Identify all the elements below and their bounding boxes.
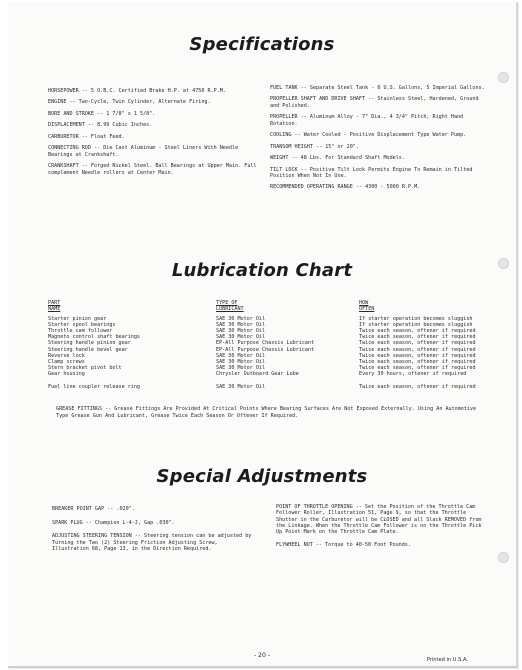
- spec-right-column: [270, 85, 490, 196]
- spec-item: RECOMMENDED OPERATING RANGE -- 4300 - 5000 R.P.M.: [270, 184, 421, 191]
- spec-item: CONNECTING ROD -- Die Cast Aluminum - Steel Liners With Needle Bearings at Crankshaft.: [48, 145, 239, 158]
- spec-item: TRANSOM HEIGHT -- 15" or 20".: [270, 143, 359, 150]
- special-adjustments-heading: Special Adjustments: [156, 466, 368, 487]
- row-lubricant: SAE 30 Motor Oil: [216, 322, 266, 329]
- row-lubricant: EP-All Purpose Chassis Lubricant: [216, 346, 315, 353]
- column-header-how-often: HOW OFTEN: [359, 300, 375, 313]
- spec-item: PROPELLER SHAFT AND DRIVE SHAFT -- Stainless Steel, Hardened, Ground and Polished.: [270, 96, 479, 109]
- row-part-name: Throttle cam follower: [48, 328, 113, 335]
- spec-item: WEIGHT -- 48 Lbs. For Standard Shaft Models.: [270, 155, 405, 162]
- printed-in-label: Printed in U.S.A.: [426, 657, 468, 663]
- row-part-name: Steering handle pinion gear: [48, 340, 131, 347]
- page-number: - 20 -: [253, 652, 271, 659]
- adjustment-item: BREAKER POINT GAP -- .020".: [52, 506, 135, 512]
- spec-item: HORSEPOWER -- 5 O.B.C. Certified Brake H.P. at 4750 R.P.M.: [48, 88, 226, 94]
- row-lubricant: SAE 30 Motor Oil: [216, 328, 266, 335]
- spec-item: COOLING -- Water Cooled - Positive Displacement Type Water Pump.: [270, 132, 467, 139]
- row-how-often: Every 30 hours, oftener if required: [359, 370, 467, 377]
- row-how-often: Twice each season, oftener if required: [359, 334, 476, 341]
- adjustments-right-column: [276, 504, 490, 555]
- row-how-often: If starter operation becomes sluggish: [359, 316, 473, 322]
- binder-hole: [498, 72, 509, 83]
- row-part-name: Fuel line coupler release ring: [48, 383, 141, 390]
- row-lubricant: SAE 30 Motor Oil: [216, 334, 266, 341]
- adjustment-item: POINT OF THROTTLE OPENING -- Set the Position of the Throttle Cam Follower Roller, Illustration 51, Page 9, so that the Throttle Shutter in the Carburetor will be CLOSED and all Slack REMOVED from the Linkage. When the Throttle Cam Follower is on the Throttle Pick Up Point Mark on the Throttle Cam Plate.: [276, 504, 482, 536]
- row-how-often: Twice each season, oftener if required: [359, 358, 476, 365]
- spec-item: ENGINE -- Two-Cycle, Twin Cylinder, Alternate Firing.: [48, 99, 211, 106]
- adjustment-item: ADJUSTING STEERING TENSION -- Steering tension can be adjusted by Turning the Two (2) Steering Friction Adjusting Screw, Illustration 68, Page 13, in the Direction Required.: [52, 533, 252, 552]
- row-lubricant: SAE 30 Motor Oil: [216, 364, 266, 371]
- row-lubricant: SAE 30 Motor Oil: [216, 352, 266, 359]
- lubrication-heading: Lubrication Chart: [171, 260, 353, 281]
- adjustment-item: FLYWHEEL NUT -- Torque to 40-50 Foot Pounds.: [276, 541, 411, 548]
- row-how-often: Twice each season, oftener if required: [359, 364, 476, 371]
- row-lubricant: Chrysler Outboard Gear Lube: [216, 370, 299, 377]
- column-header-lubricant: TYPE OF LUBRICANT: [216, 300, 244, 313]
- manual-page: [8, 2, 518, 668]
- adjustment-item: SPARK PLUG -- Champion L-4-J, Gap .030".: [52, 519, 175, 526]
- spec-item: PROPELLER -- Aluminum Alloy - 7" Dia., 4 3/4" Pitch, Right Hand Rotation.: [270, 114, 464, 127]
- specifications-heading: Specifications: [189, 34, 335, 55]
- row-how-often: If starter operation becomes sluggish: [359, 322, 473, 329]
- row-part-name: Starter spool bearings: [48, 322, 116, 329]
- row-part-name: Steering handle bevel gear: [48, 346, 128, 353]
- grease-fittings-note: GREASE FITTINGS -- Grease Fittings Are Provided At Critical Points Where Bearing Surfaces Are Not Exposed Externally. Using An Automotive Type Grease Gun And Lubricant, Grease Twice Each Season Or Oftener If Required.: [56, 406, 477, 419]
- row-lubricant: SAE 30 Motor Oil: [216, 316, 266, 322]
- row-part-name: Reverse lock: [48, 352, 85, 359]
- adjustments-left-column: [52, 506, 252, 560]
- row-part-name: Magneto control shaft bearings: [48, 334, 141, 341]
- spec-item: FUEL TANK -- Separate Steel Tank - 6 U.S. Gallons, 5 Imperial Gallons.: [270, 85, 485, 91]
- spec-item: TILT LOCK -- Positive Tilt Lock Permits Engine To Remain in Tilted Position When Not In Use.: [270, 166, 473, 179]
- spec-item: BORE AND STROKE -- 1 7/8" x 1 5/8".: [48, 110, 156, 117]
- row-how-often: Twice each season, oftener if required: [359, 383, 476, 390]
- spec-left-column: [48, 88, 258, 181]
- row-part-name: Clamp screws: [48, 358, 85, 365]
- binder-hole: [498, 552, 509, 563]
- row-lubricant: EP-All Purpose Chassis Lubricant: [216, 340, 315, 347]
- row-lubricant: SAE 30 Motor Oil: [216, 358, 266, 365]
- spec-item: CRANKSHAFT -- Forged Nickel Steel. Ball Bearings at Upper Main. Full complement Needle rollers at Center Main.: [48, 163, 257, 176]
- row-part-name: Stern bracket pivot bolt: [48, 364, 122, 371]
- row-how-often: Twice each season, oftener if required: [359, 352, 476, 359]
- row-how-often: Twice each season, oftener if required: [359, 340, 476, 347]
- spec-item: DISPLACEMENT -- 8.99 Cubic Inches.: [48, 122, 153, 129]
- row-how-often: Twice each season, oftener if required: [359, 328, 476, 335]
- column-header-part-name: PART NAME: [48, 300, 61, 313]
- row-part-name: Starter pinion gear: [48, 316, 107, 322]
- row-part-name: Gear housing: [48, 370, 85, 377]
- row-how-often: Twice each season, oftener if required: [359, 346, 476, 353]
- row-lubricant: SAE 30 Motor Oil: [216, 383, 266, 390]
- spec-item: CARBURETOR -- Float Feed.: [48, 133, 125, 140]
